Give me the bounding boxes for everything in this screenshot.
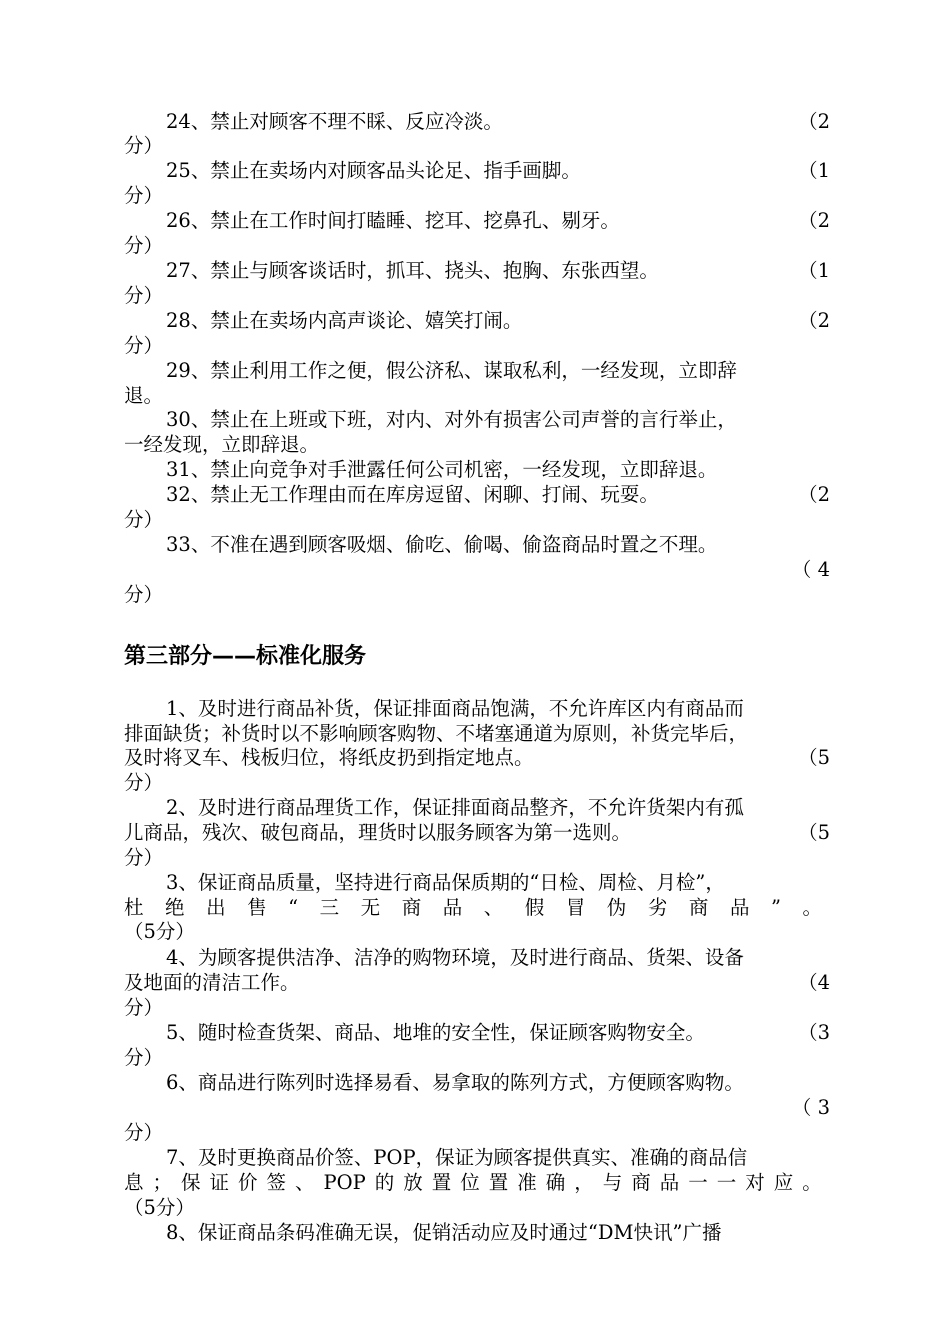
char: 的 (374, 1171, 395, 1194)
service-item-3-score: （5分） (124, 920, 195, 943)
char: ” (770, 896, 781, 919)
item-33-score-tail: 分） (124, 583, 164, 606)
service-item-4-score-tail: 分） (124, 996, 164, 1019)
char: 品 (442, 896, 463, 919)
item-28-score-tail: 分） (124, 334, 164, 357)
item-score: （ 3 (791, 1096, 830, 1119)
item-text: 及地面的清洁工作。 (124, 971, 300, 994)
service-item-1-line3 (124, 746, 830, 770)
char: 签 (266, 1171, 287, 1194)
item-score: （2 (798, 110, 830, 133)
item-text: 28、禁止在卖场内高声谈论、嬉笑打闹。 (166, 309, 523, 332)
service-item-3: 3、保证商品质量，坚持进行商品保质期的“日检、周检、月检”， (166, 871, 725, 894)
item-text: 25、禁止在卖场内对顾客品头论足、指手画脚。 (166, 159, 581, 182)
char: 三 (319, 896, 340, 919)
item-score: （2 (798, 309, 830, 332)
item-score: （4 (798, 971, 830, 994)
item-text: 32、禁止无工作理由而在库房逗留、闲聊、打闹、玩耍。 (166, 483, 659, 506)
char: 商 (401, 896, 422, 919)
char: 置 (431, 1171, 452, 1194)
item-25 (166, 159, 830, 183)
char: 与 (602, 1171, 623, 1194)
char: 冒 (565, 896, 586, 919)
char: 、 (295, 1171, 315, 1194)
item-score: （2 (798, 209, 830, 232)
item-27 (166, 259, 830, 283)
char: 息 (124, 1171, 144, 1194)
char: ， (574, 1171, 594, 1194)
service-item-2-score-tail: 分） (124, 846, 164, 869)
char: 保 (181, 1171, 201, 1194)
item-32-score-tail: 分） (124, 508, 164, 531)
item-33: 33、不准在遇到顾客吸烟、偷吃、偷喝、偷盗商品时置之不理。 (166, 533, 718, 556)
item-28 (166, 309, 830, 333)
char: 置 (488, 1171, 509, 1194)
item-33-score-line (124, 558, 830, 582)
char: POP (323, 1171, 366, 1194)
char: 。 (802, 896, 822, 919)
char: 对 (745, 1171, 765, 1194)
item-29: 29、禁止利用工作之便，假公济私、谋取私利，一经发现，立即辞 (166, 359, 737, 382)
item-score: （5 (798, 746, 830, 769)
char: 无 (360, 896, 381, 919)
item-score: （1 (798, 159, 830, 182)
service-item-7-line2 (124, 1171, 822, 1195)
char: 杜 (124, 896, 144, 919)
char: 商 (688, 896, 709, 919)
item-score: （1 (798, 259, 830, 282)
char: 准 (517, 1171, 537, 1194)
service-item-5-score-tail: 分） (124, 1046, 164, 1069)
service-item-8: 8、保证商品条码准确无误，促销活动应及时通过“DM快讯”广播 (166, 1221, 722, 1244)
service-item-7-score: （5分） (124, 1196, 195, 1219)
item-30: 30、禁止在上班或下班，对内、对外有损害公司声誉的言行举止， (166, 408, 737, 431)
service-item-2: 2、及时进行商品理货工作，保证排面商品整齐，不允许货架内有孤 (166, 796, 744, 819)
char: 商 (631, 1171, 651, 1194)
item-score: （ 4 (791, 558, 830, 581)
char: 证 (209, 1171, 230, 1194)
service-item-1-score-tail: 分） (124, 771, 164, 794)
char: 伪 (606, 896, 627, 919)
item-29-cont: 退。 (124, 384, 164, 407)
item-32 (166, 483, 830, 507)
service-item-2-line2 (124, 821, 830, 845)
item-24 (166, 110, 830, 134)
item-26 (166, 209, 830, 233)
char: 、 (483, 896, 504, 919)
section-heading: 第三部分——标准化服务 (124, 644, 367, 669)
service-item-5 (166, 1021, 830, 1045)
service-item-4: 4、为顾客提供洁净、洁净的购物环境，及时进行商品、货架、设备 (166, 946, 744, 969)
char: “ (288, 896, 299, 919)
item-text: 5、随时检查货架、商品、地堆的安全性，保证顾客购物安全。 (166, 1021, 705, 1044)
char: 售 (247, 896, 267, 919)
char: 一 (688, 1171, 708, 1194)
char: ； (152, 1171, 173, 1194)
char: 品 (729, 896, 750, 919)
char: 出 (206, 896, 226, 919)
item-text: 儿商品，残次、破包商品，理货时以服务顾客为第一选则。 (124, 821, 632, 844)
item-text: 24、禁止对顾客不理不睬、反应冷淡。 (166, 110, 503, 133)
char: 假 (524, 896, 545, 919)
item-score: （2 (798, 483, 830, 506)
char: 放 (403, 1171, 423, 1194)
service-item-3-line2 (124, 896, 822, 920)
service-item-1: 1、及时进行商品补货，保证排面商品饱满，不允许库区内有商品而 (166, 697, 744, 720)
service-item-6-score-tail: 分） (124, 1121, 164, 1144)
char: 。 (802, 1171, 822, 1194)
item-25-score-tail: 分） (124, 184, 164, 207)
char: 应 (773, 1171, 794, 1194)
item-30-cont: 一经发现，立即辞退。 (124, 433, 320, 456)
service-item-6: 6、商品进行陈列时选择易看、易拿取的陈列方式，方便顾客购物。 (166, 1071, 744, 1094)
item-31: 31、禁止向竞争对手泄露任何公司机密，一经发现，立即辞退。 (166, 458, 718, 481)
char: 品 (659, 1171, 680, 1194)
char: 绝 (165, 896, 185, 919)
item-27-score-tail: 分） (124, 284, 164, 307)
char: 劣 (647, 896, 668, 919)
item-text: 及时将叉车、栈板归位，将纸皮扔到指定地点。 (124, 746, 534, 769)
service-item-7: 7、及时更换商品价签、POP，保证为顾客提供真实、准确的商品信 (166, 1146, 748, 1169)
char: 价 (238, 1171, 258, 1194)
item-score: （5 (798, 821, 830, 844)
service-item-6-score-line (124, 1096, 830, 1120)
char: 位 (460, 1171, 480, 1194)
char: 确 (545, 1171, 566, 1194)
item-text: 26、禁止在工作时间打瞌睡、挖耳、挖鼻孔、剔牙。 (166, 209, 620, 232)
item-26-score-tail: 分） (124, 234, 164, 257)
item-24-score-tail: 分） (124, 134, 164, 157)
item-text: 27、禁止与顾客谈话时，抓耳、挠头、抱胸、东张西望。 (166, 259, 659, 282)
service-item-4-line2 (124, 971, 830, 995)
service-item-1-line2: 排面缺货；补货时以不影响顾客购物、不堵塞通道为原则，补货完毕后， (124, 722, 749, 745)
item-score: （3 (798, 1021, 830, 1044)
char: 一 (716, 1171, 737, 1194)
